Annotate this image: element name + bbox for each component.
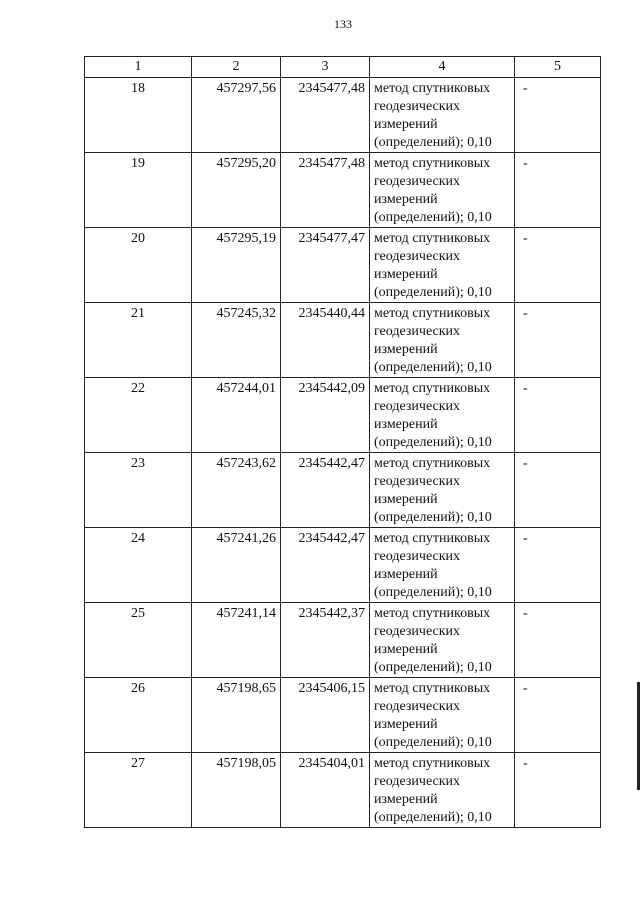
method-line: (определений); 0,10 xyxy=(374,660,492,675)
method-line: метод спутниковых xyxy=(374,81,491,96)
coordinate-y-cell: 2345477,48 xyxy=(281,78,370,153)
method-line: геодезических xyxy=(374,624,461,639)
header-col-5: 5 xyxy=(515,57,601,78)
method-cell xyxy=(370,228,515,303)
method-cell xyxy=(370,528,515,603)
coordinate-x-cell: 457243,62 xyxy=(192,453,281,528)
coordinate-y-cell: 2345406,15 xyxy=(281,678,370,753)
method-line: измерений xyxy=(374,792,438,807)
method-line: (определений); 0,10 xyxy=(374,810,492,825)
note-cell: - xyxy=(515,378,601,453)
coordinate-y-cell: 2345440,44 xyxy=(281,303,370,378)
method-line: метод спутниковых xyxy=(374,456,491,471)
header-col-4: 4 xyxy=(370,57,515,78)
table-row xyxy=(85,678,601,753)
coordinate-x-cell: 457198,65 xyxy=(192,678,281,753)
header-col-2: 2 xyxy=(192,57,281,78)
method-line: (определений); 0,10 xyxy=(374,510,492,525)
table-row xyxy=(85,753,601,828)
method-cell xyxy=(370,678,515,753)
method-line: (определений); 0,10 xyxy=(374,435,492,450)
page-number: 133 xyxy=(334,17,352,31)
method-line: измерений xyxy=(374,267,438,282)
method-line: метод спутниковых xyxy=(374,381,491,396)
method-line: измерений xyxy=(374,642,438,657)
note-cell: - xyxy=(515,678,601,753)
header-col-3: 3 xyxy=(281,57,370,78)
point-number-cell: 25 xyxy=(85,603,192,678)
coordinate-y-cell: 2345442,37 xyxy=(281,603,370,678)
method-cell xyxy=(370,303,515,378)
point-number-cell: 20 xyxy=(85,228,192,303)
method-line: (определений); 0,10 xyxy=(374,585,492,600)
method-line: геодезических xyxy=(374,549,461,564)
coordinate-y-cell: 2345442,47 xyxy=(281,528,370,603)
note-cell: - xyxy=(515,453,601,528)
table-row xyxy=(85,303,601,378)
table-row xyxy=(85,228,601,303)
coordinate-x-cell: 457295,20 xyxy=(192,153,281,228)
note-cell: - xyxy=(515,78,601,153)
method-line: метод спутниковых xyxy=(374,231,491,246)
coordinate-x-cell: 457244,01 xyxy=(192,378,281,453)
table-row xyxy=(85,528,601,603)
header-col-1: 1 xyxy=(85,57,192,78)
method-line: (определений); 0,10 xyxy=(374,735,492,750)
method-line: геодезических xyxy=(374,249,461,264)
note-cell: - xyxy=(515,153,601,228)
method-line: геодезических xyxy=(374,699,461,714)
method-cell xyxy=(370,453,515,528)
table-row xyxy=(85,378,601,453)
point-number-cell: 19 xyxy=(85,153,192,228)
note-cell: - xyxy=(515,603,601,678)
method-line: геодезических xyxy=(374,99,461,114)
table-row xyxy=(85,153,601,228)
method-line: метод спутниковых xyxy=(374,156,491,171)
header-row xyxy=(85,57,601,78)
point-number-cell: 22 xyxy=(85,378,192,453)
coordinate-x-cell: 457241,26 xyxy=(192,528,281,603)
note-cell: - xyxy=(515,303,601,378)
coordinate-y-cell: 2345442,09 xyxy=(281,378,370,453)
method-line: геодезических xyxy=(374,399,461,414)
note-cell: - xyxy=(515,753,601,828)
method-line: измерений xyxy=(374,567,438,582)
method-cell xyxy=(370,603,515,678)
method-line: измерений xyxy=(374,117,438,132)
point-number-cell: 23 xyxy=(85,453,192,528)
method-line: (определений); 0,10 xyxy=(374,135,492,150)
coordinate-x-cell: 457295,19 xyxy=(192,228,281,303)
method-line: геодезических xyxy=(374,774,461,789)
coordinate-y-cell: 2345404,01 xyxy=(281,753,370,828)
coordinate-y-cell: 2345442,47 xyxy=(281,453,370,528)
coordinate-x-cell: 457297,56 xyxy=(192,78,281,153)
point-number-cell: 24 xyxy=(85,528,192,603)
point-number-cell: 27 xyxy=(85,753,192,828)
method-line: метод спутниковых xyxy=(374,756,491,771)
method-line: измерений xyxy=(374,192,438,207)
method-cell xyxy=(370,78,515,153)
coordinate-y-cell: 2345477,48 xyxy=(281,153,370,228)
method-line: геодезических xyxy=(374,324,461,339)
method-line: измерений xyxy=(374,417,438,432)
method-line: (определений); 0,10 xyxy=(374,285,492,300)
coordinate-x-cell: 457241,14 xyxy=(192,603,281,678)
method-line: измерений xyxy=(374,492,438,507)
method-cell xyxy=(370,378,515,453)
method-cell xyxy=(370,753,515,828)
coordinate-x-cell: 457198,05 xyxy=(192,753,281,828)
method-line: измерений xyxy=(374,717,438,732)
note-cell: - xyxy=(515,228,601,303)
note-cell: - xyxy=(515,528,601,603)
method-line: (определений); 0,10 xyxy=(374,210,492,225)
method-line: метод спутниковых xyxy=(374,606,491,621)
table-row xyxy=(85,78,601,153)
method-line: геодезических xyxy=(374,474,461,489)
point-number-cell: 18 xyxy=(85,78,192,153)
method-line: метод спутниковых xyxy=(374,306,491,321)
method-line: (определений); 0,10 xyxy=(374,360,492,375)
coordinate-x-cell: 457245,32 xyxy=(192,303,281,378)
coordinates-table xyxy=(84,56,601,828)
table-row xyxy=(85,603,601,678)
point-number-cell: 26 xyxy=(85,678,192,753)
coordinate-y-cell: 2345477,47 xyxy=(281,228,370,303)
method-line: измерений xyxy=(374,342,438,357)
method-line: геодезических xyxy=(374,174,461,189)
method-line: метод спутниковых xyxy=(374,531,491,546)
method-cell xyxy=(370,153,515,228)
table-row xyxy=(85,453,601,528)
point-number-cell: 21 xyxy=(85,303,192,378)
method-line: метод спутниковых xyxy=(374,681,491,696)
